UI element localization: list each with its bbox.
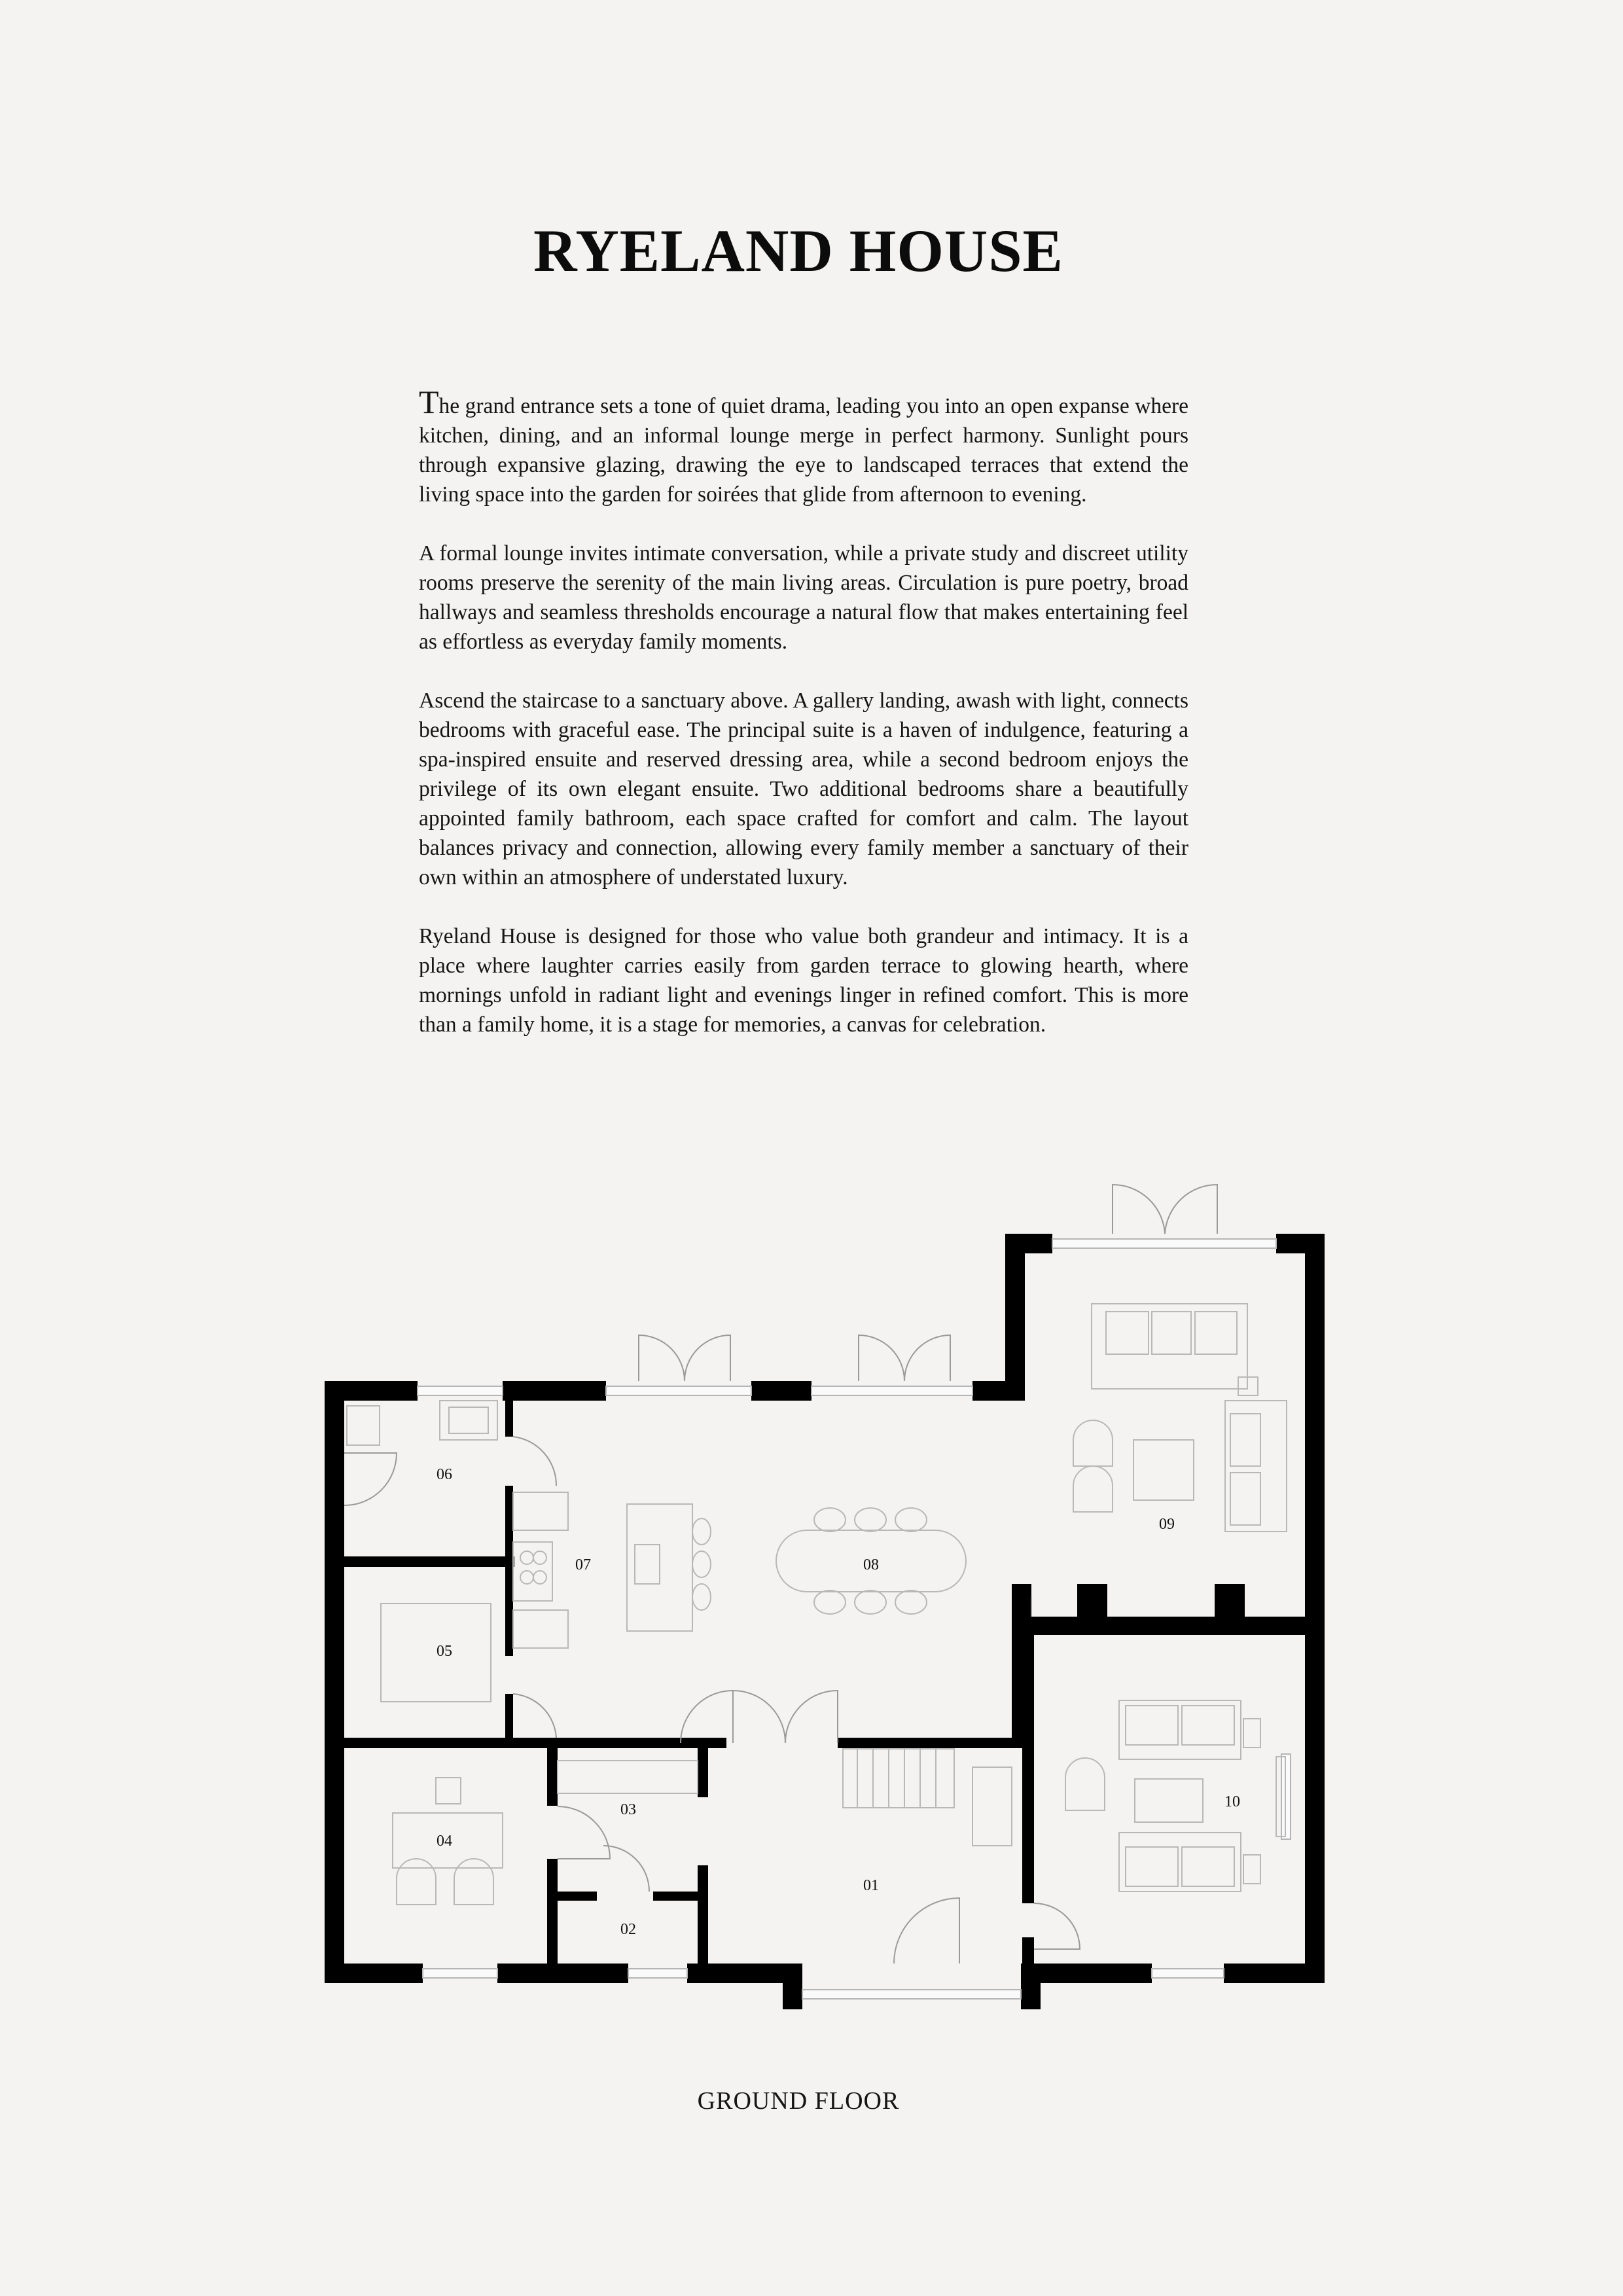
walls xyxy=(325,1234,1325,2009)
room-label-07: 07 xyxy=(575,1556,591,1573)
drop-cap: T xyxy=(419,384,439,420)
paragraph-4: Ryeland House is designed for those who value both grandeur and intimacy. It is a place where laughter carries easily from garden terrace to glowing hearth, where mornings unfold in radiant light and evenings linger in refined comfort. This is more than a family home, it is a stage for memories, a canvas for celebration. xyxy=(419,924,1188,1037)
room-label-05: 05 xyxy=(437,1643,452,1660)
door-swings xyxy=(344,1185,1217,1964)
room-label-09: 09 xyxy=(1159,1516,1175,1533)
page-title: RYELAND HOUSE xyxy=(533,217,1063,284)
floor-plan-caption: GROUND FLOOR xyxy=(697,2087,900,2115)
paragraph-3: Ascend the staircase to a sanctuary above. A gallery landing, awash with light, connects bedrooms with graceful ease. The principal suite is a haven of indulgence, featuring a spa-inspired ensuite and reserved dressing area, while a second bedroom enjoys the privilege of its own elegant ensuite. Two additional bedrooms share a beautifully appointed family bathroom, each space crafted for comfort and calm. The layout balances privacy and connection, allowing every family member a sanctuary of their own within an atmosphere of understated luxury. xyxy=(419,689,1188,889)
paragraph-2: A formal lounge invites intimate conversation, while a private study and discreet utility rooms preserve the serenity of the main living areas. Circulation is pure poetry, broad hallways and seamless thresholds encourage a natural flow that makes entertaining feel as effortless as everyday family moments. xyxy=(419,541,1188,654)
room-label-06: 06 xyxy=(437,1466,452,1483)
room-label-04: 04 xyxy=(437,1833,452,1850)
room-label-03: 03 xyxy=(620,1801,636,1818)
room-label-01: 01 xyxy=(863,1877,879,1894)
paragraph-1-text: he grand entrance sets a tone of quiet drama, leading you into an open expanse where kitchen, dining, and an informal lounge merge in perfect harmony. Sunlight pours through expansive glazing, drawing the eye to landscaped terraces that extend the living space into the garden for soirées that glide from afternoon to evening. xyxy=(419,394,1188,507)
room-label-10: 10 xyxy=(1224,1793,1240,1810)
room-label-02: 02 xyxy=(620,1921,636,1938)
room-label-08: 08 xyxy=(863,1556,879,1573)
